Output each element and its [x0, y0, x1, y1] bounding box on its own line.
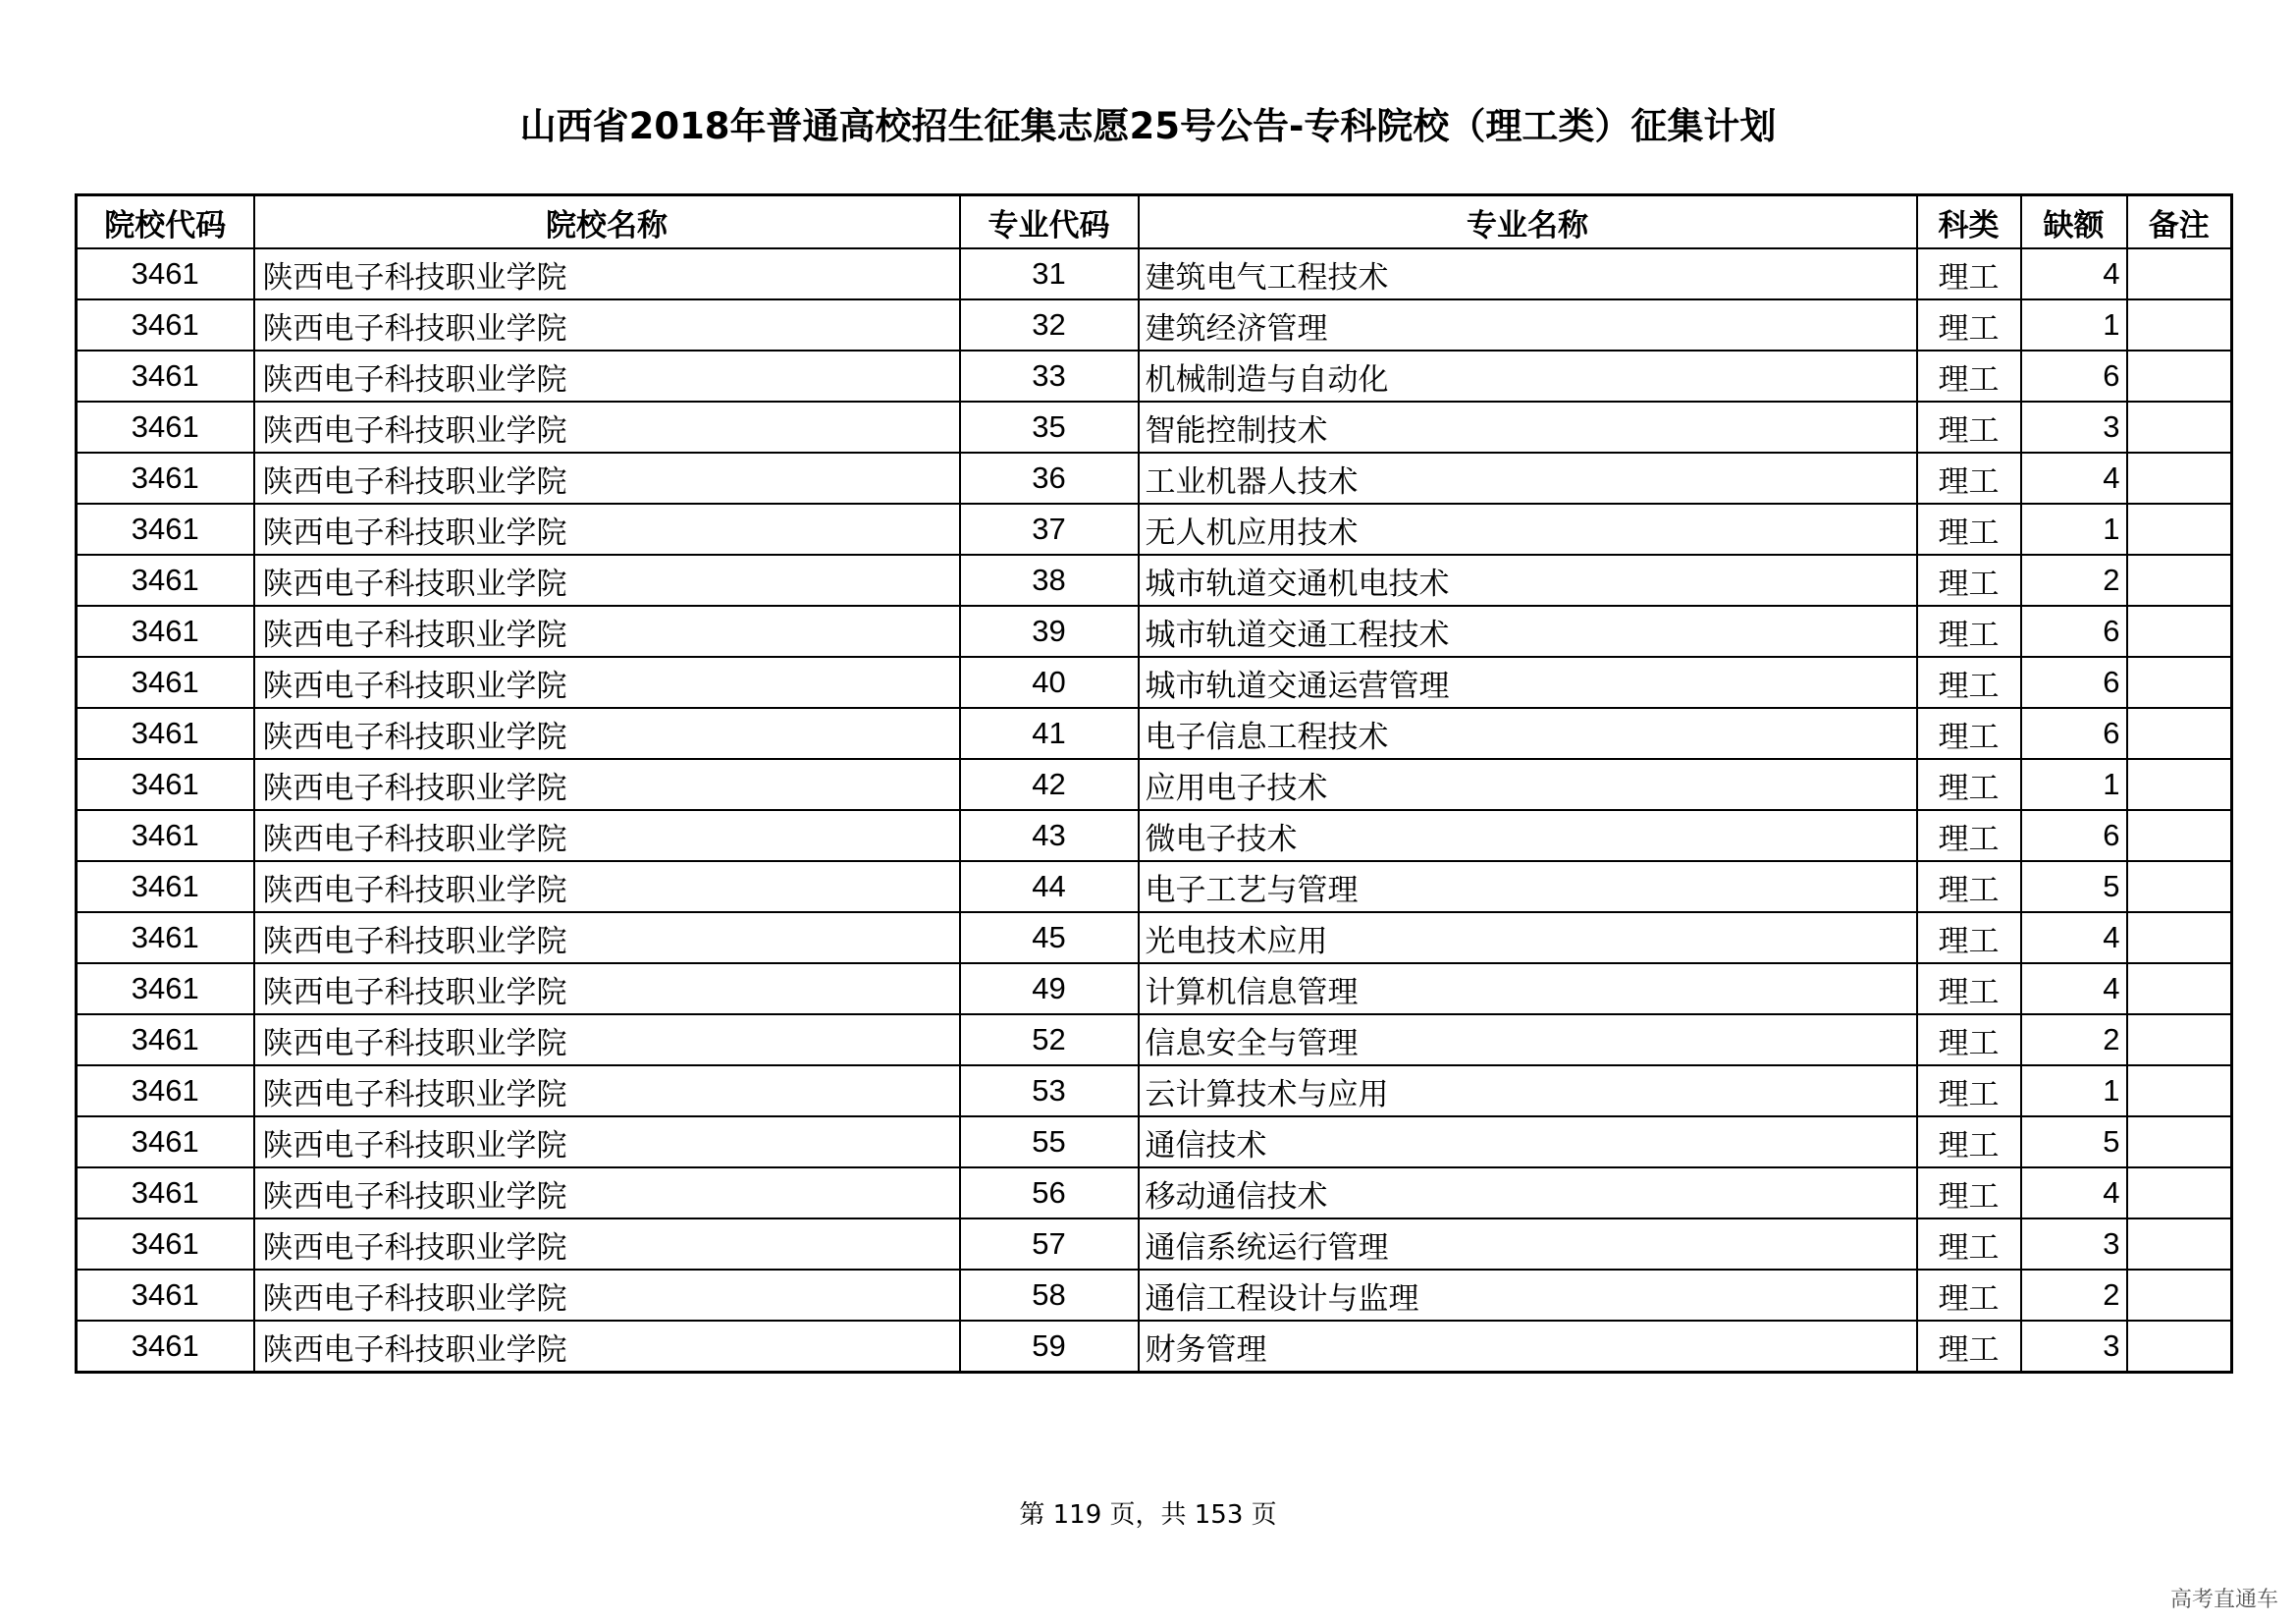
- cell-major-name: 城市轨道交通运营管理: [1139, 657, 1917, 708]
- cell-major-code: 39: [960, 606, 1139, 657]
- table-body: [77, 248, 2232, 1373]
- cell-category: 理工: [1917, 1014, 2021, 1065]
- header-school-name: 院校名称: [254, 195, 960, 249]
- cell-vacancy: 1: [2021, 299, 2127, 351]
- table-row: [77, 453, 2232, 504]
- cell-vacancy: 4: [2021, 248, 2127, 299]
- cell-school-name: 陕西电子科技职业学院: [254, 657, 960, 708]
- cell-school-code: 3461: [77, 299, 254, 351]
- cell-school-code: 3461: [77, 810, 254, 861]
- cell-school-code: 3461: [77, 1065, 254, 1116]
- cell-category: 理工: [1917, 1270, 2021, 1321]
- table-row: [77, 1014, 2232, 1065]
- cell-note: [2127, 1270, 2232, 1321]
- cell-major-code: 53: [960, 1065, 1139, 1116]
- table-row: [77, 708, 2232, 759]
- cell-school-code: 3461: [77, 912, 254, 963]
- cell-school-code: 3461: [77, 351, 254, 402]
- watermark: 高考直通车: [2169, 1588, 2278, 1612]
- cell-school-code: 3461: [77, 708, 254, 759]
- table-row: [77, 759, 2232, 810]
- cell-school-code: 3461: [77, 963, 254, 1014]
- cell-school-name: 陕西电子科技职业学院: [254, 248, 960, 299]
- cell-school-name: 陕西电子科技职业学院: [254, 810, 960, 861]
- cell-school-name: 陕西电子科技职业学院: [254, 1321, 960, 1373]
- cell-school-code: 3461: [77, 1116, 254, 1167]
- cell-school-code: 3461: [77, 657, 254, 708]
- cell-category: 理工: [1917, 1321, 2021, 1373]
- cell-major-code: 37: [960, 504, 1139, 555]
- cell-vacancy: 4: [2021, 912, 2127, 963]
- cell-major-name: 机械制造与自动化: [1139, 351, 1917, 402]
- table-row: [77, 555, 2232, 606]
- cell-category: 理工: [1917, 810, 2021, 861]
- cell-major-name: 光电技术应用: [1139, 912, 1917, 963]
- cell-major-name: 建筑电气工程技术: [1139, 248, 1917, 299]
- cell-school-name: 陕西电子科技职业学院: [254, 912, 960, 963]
- cell-major-code: 57: [960, 1218, 1139, 1270]
- cell-major-code: 58: [960, 1270, 1139, 1321]
- table-row: [77, 248, 2232, 299]
- cell-category: 理工: [1917, 861, 2021, 912]
- cell-major-code: 35: [960, 402, 1139, 453]
- cell-major-name: 工业机器人技术: [1139, 453, 1917, 504]
- cell-major-code: 36: [960, 453, 1139, 504]
- table-row: [77, 606, 2232, 657]
- cell-major-name: 电子工艺与管理: [1139, 861, 1917, 912]
- cell-category: 理工: [1917, 657, 2021, 708]
- table-row: [77, 299, 2232, 351]
- header-school-code: 院校代码: [77, 195, 254, 249]
- table-row: [77, 657, 2232, 708]
- cell-school-name: 陕西电子科技职业学院: [254, 1218, 960, 1270]
- cell-vacancy: 1: [2021, 759, 2127, 810]
- cell-note: [2127, 453, 2232, 504]
- cell-note: [2127, 402, 2232, 453]
- cell-vacancy: 6: [2021, 351, 2127, 402]
- cell-school-name: 陕西电子科技职业学院: [254, 555, 960, 606]
- enrollment-plan-table: [75, 193, 2233, 1374]
- cell-school-name: 陕西电子科技职业学院: [254, 351, 960, 402]
- table-row: [77, 1167, 2232, 1218]
- cell-school-name: 陕西电子科技职业学院: [254, 1014, 960, 1065]
- header-category: 科类: [1917, 195, 2021, 249]
- cell-note: [2127, 1218, 2232, 1270]
- cell-vacancy: 3: [2021, 1321, 2127, 1373]
- cell-major-code: 52: [960, 1014, 1139, 1065]
- cell-note: [2127, 1116, 2232, 1167]
- cell-vacancy: 2: [2021, 555, 2127, 606]
- cell-major-name: 应用电子技术: [1139, 759, 1917, 810]
- cell-school-name: 陕西电子科技职业学院: [254, 1270, 960, 1321]
- cell-vacancy: 4: [2021, 963, 2127, 1014]
- cell-note: [2127, 861, 2232, 912]
- cell-school-code: 3461: [77, 1270, 254, 1321]
- table-row: [77, 963, 2232, 1014]
- cell-school-code: 3461: [77, 504, 254, 555]
- table-row: [77, 1270, 2232, 1321]
- cell-major-code: 41: [960, 708, 1139, 759]
- cell-vacancy: 5: [2021, 1116, 2127, 1167]
- cell-major-code: 40: [960, 657, 1139, 708]
- cell-category: 理工: [1917, 912, 2021, 963]
- page-footer: 第 119 页，共 153 页: [1019, 1500, 1277, 1530]
- cell-vacancy: 3: [2021, 1218, 2127, 1270]
- cell-category: 理工: [1917, 453, 2021, 504]
- cell-category: 理工: [1917, 351, 2021, 402]
- cell-note: [2127, 963, 2232, 1014]
- cell-note: [2127, 1167, 2232, 1218]
- cell-school-code: 3461: [77, 759, 254, 810]
- cell-major-name: 微电子技术: [1139, 810, 1917, 861]
- cell-school-name: 陕西电子科技职业学院: [254, 1065, 960, 1116]
- cell-category: 理工: [1917, 1218, 2021, 1270]
- cell-major-name: 通信工程设计与监理: [1139, 1270, 1917, 1321]
- cell-school-name: 陕西电子科技职业学院: [254, 759, 960, 810]
- header-vacancy: 缺额: [2021, 195, 2127, 249]
- cell-major-name: 云计算技术与应用: [1139, 1065, 1917, 1116]
- cell-major-name: 城市轨道交通机电技术: [1139, 555, 1917, 606]
- cell-major-name: 无人机应用技术: [1139, 504, 1917, 555]
- cell-major-name: 建筑经济管理: [1139, 299, 1917, 351]
- cell-school-code: 3461: [77, 453, 254, 504]
- table-row: [77, 504, 2232, 555]
- cell-vacancy: 6: [2021, 708, 2127, 759]
- cell-category: 理工: [1917, 606, 2021, 657]
- cell-major-code: 42: [960, 759, 1139, 810]
- cell-major-code: 31: [960, 248, 1139, 299]
- header-major-name: 专业名称: [1139, 195, 1917, 249]
- cell-note: [2127, 299, 2232, 351]
- cell-school-name: 陕西电子科技职业学院: [254, 861, 960, 912]
- cell-note: [2127, 810, 2232, 861]
- cell-school-name: 陕西电子科技职业学院: [254, 606, 960, 657]
- cell-category: 理工: [1917, 248, 2021, 299]
- cell-note: [2127, 1014, 2232, 1065]
- cell-vacancy: 4: [2021, 453, 2127, 504]
- cell-vacancy: 2: [2021, 1014, 2127, 1065]
- cell-major-code: 55: [960, 1116, 1139, 1167]
- cell-vacancy: 1: [2021, 504, 2127, 555]
- cell-category: 理工: [1917, 555, 2021, 606]
- cell-note: [2127, 248, 2232, 299]
- cell-school-name: 陕西电子科技职业学院: [254, 708, 960, 759]
- cell-note: [2127, 351, 2232, 402]
- cell-note: [2127, 657, 2232, 708]
- cell-category: 理工: [1917, 504, 2021, 555]
- cell-major-code: 33: [960, 351, 1139, 402]
- cell-school-name: 陕西电子科技职业学院: [254, 453, 960, 504]
- cell-category: 理工: [1917, 402, 2021, 453]
- cell-major-name: 计算机信息管理: [1139, 963, 1917, 1014]
- cell-vacancy: 6: [2021, 606, 2127, 657]
- cell-major-code: 38: [960, 555, 1139, 606]
- cell-category: 理工: [1917, 759, 2021, 810]
- cell-major-name: 移动通信技术: [1139, 1167, 1917, 1218]
- table-row: [77, 810, 2232, 861]
- cell-major-name: 通信系统运行管理: [1139, 1218, 1917, 1270]
- table-row: [77, 1321, 2232, 1373]
- cell-major-code: 43: [960, 810, 1139, 861]
- cell-school-code: 3461: [77, 1014, 254, 1065]
- cell-note: [2127, 912, 2232, 963]
- cell-school-code: 3461: [77, 861, 254, 912]
- cell-major-name: 信息安全与管理: [1139, 1014, 1917, 1065]
- table-row: [77, 1116, 2232, 1167]
- cell-category: 理工: [1917, 1065, 2021, 1116]
- table-row: [77, 912, 2232, 963]
- cell-school-name: 陕西电子科技职业学院: [254, 963, 960, 1014]
- cell-vacancy: 2: [2021, 1270, 2127, 1321]
- cell-note: [2127, 1321, 2232, 1373]
- cell-major-code: 45: [960, 912, 1139, 963]
- cell-school-code: 3461: [77, 555, 254, 606]
- cell-category: 理工: [1917, 1167, 2021, 1218]
- page-title: 山西省2018年普通高校招生征集志愿25号公告-专科院校（理工类）征集计划: [519, 105, 1777, 147]
- cell-note: [2127, 708, 2232, 759]
- cell-vacancy: 6: [2021, 657, 2127, 708]
- cell-note: [2127, 504, 2232, 555]
- cell-school-code: 3461: [77, 1321, 254, 1373]
- table-header-row: [77, 195, 2232, 249]
- cell-school-name: 陕西电子科技职业学院: [254, 299, 960, 351]
- cell-major-code: 44: [960, 861, 1139, 912]
- cell-note: [2127, 759, 2232, 810]
- cell-vacancy: 4: [2021, 1167, 2127, 1218]
- cell-major-name: 智能控制技术: [1139, 402, 1917, 453]
- cell-vacancy: 3: [2021, 402, 2127, 453]
- cell-school-code: 3461: [77, 1167, 254, 1218]
- table-row: [77, 351, 2232, 402]
- table-row: [77, 1218, 2232, 1270]
- cell-major-code: 49: [960, 963, 1139, 1014]
- cell-school-name: 陕西电子科技职业学院: [254, 1167, 960, 1218]
- table-row: [77, 861, 2232, 912]
- cell-vacancy: 6: [2021, 810, 2127, 861]
- cell-category: 理工: [1917, 299, 2021, 351]
- cell-school-code: 3461: [77, 1218, 254, 1270]
- cell-major-name: 城市轨道交通工程技术: [1139, 606, 1917, 657]
- cell-note: [2127, 606, 2232, 657]
- cell-school-code: 3461: [77, 248, 254, 299]
- cell-vacancy: 1: [2021, 1065, 2127, 1116]
- cell-category: 理工: [1917, 963, 2021, 1014]
- header-note: 备注: [2127, 195, 2232, 249]
- cell-vacancy: 5: [2021, 861, 2127, 912]
- cell-major-code: 56: [960, 1167, 1139, 1218]
- cell-school-name: 陕西电子科技职业学院: [254, 504, 960, 555]
- cell-school-code: 3461: [77, 402, 254, 453]
- table-row: [77, 402, 2232, 453]
- cell-note: [2127, 555, 2232, 606]
- cell-major-name: 通信技术: [1139, 1116, 1917, 1167]
- cell-category: 理工: [1917, 1116, 2021, 1167]
- cell-note: [2127, 1065, 2232, 1116]
- header-major-code: 专业代码: [960, 195, 1139, 249]
- table-row: [77, 1065, 2232, 1116]
- cell-major-code: 32: [960, 299, 1139, 351]
- cell-major-name: 电子信息工程技术: [1139, 708, 1917, 759]
- cell-major-code: 59: [960, 1321, 1139, 1373]
- cell-school-name: 陕西电子科技职业学院: [254, 402, 960, 453]
- cell-category: 理工: [1917, 708, 2021, 759]
- cell-major-name: 财务管理: [1139, 1321, 1917, 1373]
- cell-school-name: 陕西电子科技职业学院: [254, 1116, 960, 1167]
- cell-school-code: 3461: [77, 606, 254, 657]
